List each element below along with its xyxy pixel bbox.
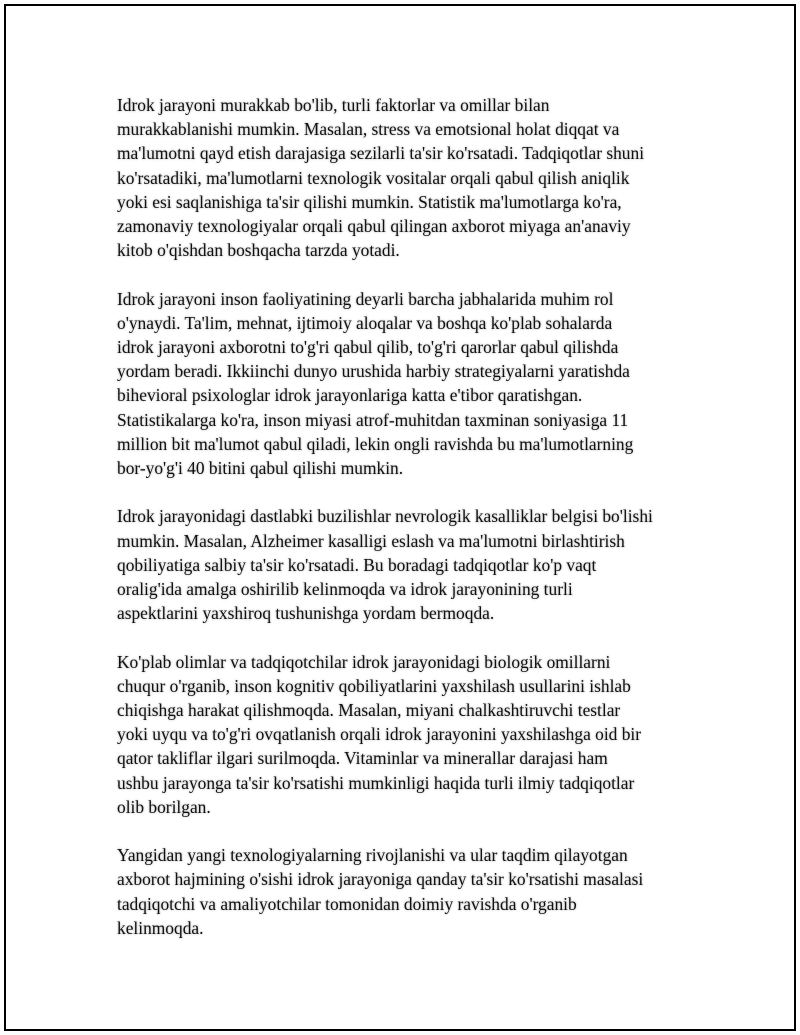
paragraph-2: Idrok jarayoni inson faoliyatining deyarli barcha jabhalarida muhim rol o'ynaydi. Ta'lim, mehnat, ijtimoiy aloqalar va boshqa ko'plab sohalarda idrok jarayoni axborotni to'g'ri qabul qilib, to'g'ri qarorlar qabul qilishda yordam beradi. Ikkiinchi dunyo urushida harbiy strategiyalarni yaratishda bihevioral psixologlar idrok jarayonlariga katta e'tibor qaratishgan. Statistikalarga ko'ra, inson miyasi atrof-muhitdan taxminan soniyasiga 11 million bit ma'lumot qabul qiladi, lekin ongli ravishda bu ma'lumotlarning bor-yo'g'i 40 bitini qabul qilishi mumkin. [117,288,634,479]
document-body [117,93,697,940]
paragraph-4: Ko'plab olimlar va tadqiqotchilar idrok jarayonidagi biologik omillarni chuqur o'rganib, inson kognitiv qobiliyatlarini yaxshilash usullarini ishlab chiqishga harakat qilishmoqda. Masalan, miyani chalkashtiruvchi testlar yoki uyqu va to'g'ri ovqatlanish orqali idrok jarayonini yaxshilashga oid bir qator takliflar ilgari surilmoqda. Vitaminlar va minerallar darajasi ham ushbu jarayonga ta'sir ko'rsatishi mumkinligi haqida turli ilmiy tadqiqotlar olib borilgan. [117,651,642,817]
paragraph-1: Idrok jarayoni murakkab bo'lib, turli faktorlar va omillar bilan murakkablanishi mumkin. Masalan, stress va emotsional holat diqqat va ma'lumotni qayd etish darajasiga sezilarli ta'sir ko'rsatadi. Tadqiqotlar shuni ko'rsatadiki, ma'lumotlarni texnologik vositalar orqali qabul qilish aniqlik yoki esi saqlanishiga ta'sir qilishi mumkin. Statistik ma'lumotlarga ko'ra, zamonaviy texnologiyalar orqali qabul qilingan axborot miyaga an'anaviy kitob o'qishdan boshqacha tarzda yotadi. [117,95,645,261]
paragraph-5: Yangidan yangi texnologiyalarning rivojlanishi va ular taqdim qilayotgan axborot hajmining o'sishi idrok jarayoniga qanday ta'sir ko'rsatishi masalasi tadqiqotchi va amaliyotchilar tomonidan doimiy ravishda o'rganib kelinmoqda. [117,845,644,938]
paragraph-3: Idrok jarayonidagi dastlabki buzilishlar nevrologik kasalliklar belgisi bo'lishi mumkin. Masalan, Alzheimer kasalligi eslash va ma'lumotni birlashtirish qobiliyatiga salbiy ta'sir ko'rsatadi. Bu boradagi tadqiqotlar ko'p vaqt oralig'ida amalga oshirilib kelinmoqda va idrok jarayonining turli aspektlarini yaxshiroq tushunishga yordam bermoqda. [117,506,653,624]
